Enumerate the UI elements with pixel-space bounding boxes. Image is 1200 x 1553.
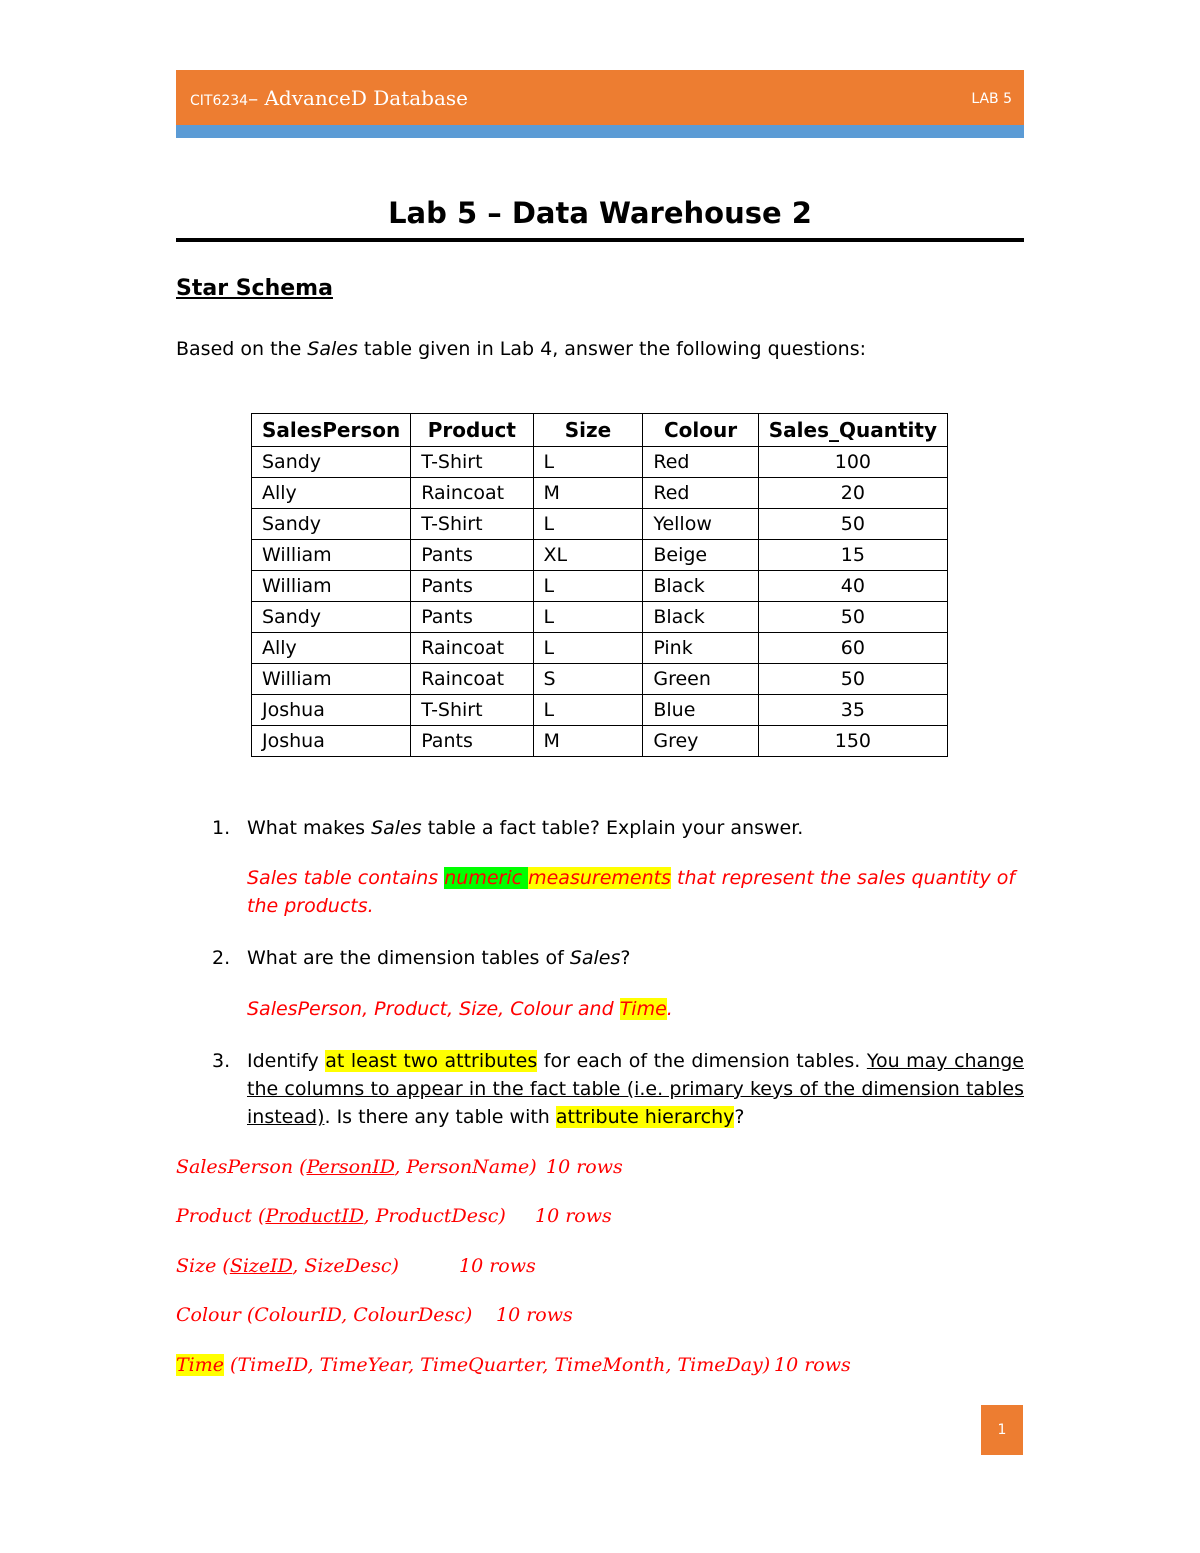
table-cell: Ally [252, 478, 411, 509]
table-row [252, 602, 948, 633]
table-cell: 15 [758, 540, 947, 571]
table-row [252, 633, 948, 664]
table-cell: 50 [758, 602, 947, 633]
table-cell: Red [643, 478, 758, 509]
table-row [252, 509, 948, 540]
table-cell: 100 [758, 447, 947, 478]
table-row [252, 540, 948, 571]
answer-2 [247, 995, 1024, 1023]
schema-rows: 10 rows [546, 1156, 623, 1178]
schema-name: Time [176, 1354, 225, 1376]
schema-rows: 10 rows [459, 1255, 536, 1277]
table-cell: L [533, 602, 643, 633]
table-cell: 50 [758, 509, 947, 540]
table-row [252, 664, 948, 695]
section-heading: Star Schema [176, 276, 333, 301]
table-cell: Sandy [252, 509, 411, 540]
schema-name: Size [176, 1255, 217, 1277]
sales-table [251, 413, 948, 757]
schema-name: Product [176, 1205, 252, 1227]
page-number: 1 [981, 1405, 1023, 1455]
table-row [252, 726, 948, 757]
table-cell: XL [533, 540, 643, 571]
table-row [252, 478, 948, 509]
answer-highlight-green: numeric [444, 867, 529, 889]
table-cell: T-Shirt [411, 509, 533, 540]
table-cell: Raincoat [411, 478, 533, 509]
schema-key: ProductID [265, 1205, 364, 1227]
question-number: 1. [212, 817, 231, 839]
table-cell: Pants [411, 571, 533, 602]
table-cell: Ally [252, 633, 411, 664]
answer-text: SalesPerson, Product, Size, Colour and [247, 998, 620, 1020]
schema-rows: 10 rows [535, 1205, 612, 1227]
question-underlined: You may change the columns to appear in the fact table (i.e. primary keys of the dimension tables instead) [247, 1050, 1024, 1128]
table-cell: Beige [643, 540, 758, 571]
question-text: . Is there any table with [324, 1106, 556, 1128]
table-cell: William [252, 540, 411, 571]
table-row [252, 571, 948, 602]
intro-after: table given in Lab 4, answer the following questions: [357, 338, 867, 360]
table-cell: 20 [758, 478, 947, 509]
column-header: Colour [643, 414, 758, 447]
schema-size: Size (SizeID, SizeDesc) 10 rows [176, 1255, 536, 1277]
schema-name: Colour [176, 1304, 241, 1326]
table-cell: Sandy [252, 447, 411, 478]
question-highlight: attribute hierarchy [555, 1106, 735, 1128]
column-header: SalesPerson [252, 414, 411, 447]
intro-before: Based on the [176, 338, 308, 360]
table-cell: William [252, 664, 411, 695]
table-cell: L [533, 447, 643, 478]
schema-rows: 10 rows [774, 1354, 851, 1376]
question-3 [212, 1047, 1024, 1131]
answer-highlight-yellow: measurements [528, 867, 671, 889]
schema-attrs: TimeID, TimeYear, TimeQuarter, TimeMonth, TimeDay) [237, 1354, 771, 1376]
schema-attrs: , PersonName) [394, 1156, 537, 1178]
schema-attrs: ColourID, ColourDesc) [254, 1304, 473, 1326]
question-emph: Sales [371, 817, 422, 839]
header-course [190, 86, 468, 110]
question-1 [212, 814, 1024, 842]
schema-attrs: , SizeDesc) [292, 1255, 399, 1277]
schema-time: Time (TimeID, TimeYear, TimeQuarter, TimeMonth, TimeDay) 10 rows [176, 1354, 851, 1376]
schema-attrs: , ProductDesc) [363, 1205, 506, 1227]
table-cell: Grey [643, 726, 758, 757]
schema-salesperson: SalesPerson (PersonID, PersonName) 10 rows [176, 1156, 623, 1178]
schema-key: SizeID [229, 1255, 293, 1277]
page-title: Lab 5 – Data Warehouse 2 [388, 196, 812, 230]
table-cell: Blue [643, 695, 758, 726]
answer-text: Sales table contains [247, 867, 445, 889]
table-cell: M [533, 726, 643, 757]
question-text: table a fact table? Explain your answer. [421, 817, 804, 839]
table-row [252, 447, 948, 478]
table-cell: L [533, 695, 643, 726]
table-cell: T-Shirt [411, 447, 533, 478]
schema-name: SalesPerson [176, 1156, 294, 1178]
table-cell: Joshua [252, 695, 411, 726]
intro-emph: Sales [307, 338, 358, 360]
table-cell: 40 [758, 571, 947, 602]
schema-product: Product (ProductID, ProductDesc) 10 rows [176, 1205, 612, 1227]
answer-text: that represent the sales quantity of the products. [247, 867, 1016, 917]
table-cell: Green [643, 664, 758, 695]
question-number: 3. [212, 1050, 231, 1072]
table-cell: S [533, 664, 643, 695]
table-cell: Sandy [252, 602, 411, 633]
question-text: Identify [247, 1050, 326, 1072]
table-cell: L [533, 571, 643, 602]
table-cell: Black [643, 602, 758, 633]
table-row [252, 695, 948, 726]
question-text: for each of the dimension tables. [537, 1050, 867, 1072]
question-text: What are the dimension tables of [247, 947, 570, 969]
column-header: Sales_Quantity [758, 414, 947, 447]
question-highlight: at least two attributes [325, 1050, 538, 1072]
lab-label: LAB 5 [971, 91, 1012, 107]
question-emph: Sales [569, 947, 621, 969]
answer-1 [247, 864, 1024, 920]
table-cell: 35 [758, 695, 947, 726]
table-cell: Joshua [252, 726, 411, 757]
course-name: – AdvanceD Database [248, 86, 468, 110]
table-cell: William [252, 571, 411, 602]
intro-text [176, 338, 866, 360]
header-stripe [176, 125, 1024, 138]
table-cell: L [533, 509, 643, 540]
schema-key: PersonID [306, 1156, 395, 1178]
question-text: ? [620, 947, 631, 969]
table-cell: 60 [758, 633, 947, 664]
question-2 [212, 944, 1024, 972]
schema-rows: 10 rows [496, 1304, 573, 1326]
table-header-row [252, 414, 948, 447]
table-cell: Raincoat [411, 633, 533, 664]
table-cell: Yellow [643, 509, 758, 540]
table-cell: 50 [758, 664, 947, 695]
schema-colour: Colour (ColourID, ColourDesc) 10 rows [176, 1304, 573, 1326]
question-number: 2. [212, 947, 231, 969]
table-cell: Black [643, 571, 758, 602]
title-divider [176, 238, 1024, 242]
table-cell: Pants [411, 602, 533, 633]
table-cell: Pants [411, 726, 533, 757]
table-cell: Raincoat [411, 664, 533, 695]
table-cell: 150 [758, 726, 947, 757]
question-text: What makes [247, 817, 372, 839]
column-header: Size [533, 414, 643, 447]
table-cell: L [533, 633, 643, 664]
table-cell: T-Shirt [411, 695, 533, 726]
answer-highlight-yellow: Time [619, 998, 667, 1020]
table-cell: Red [643, 447, 758, 478]
table-cell: M [533, 478, 643, 509]
column-header: Product [411, 414, 533, 447]
table-cell: Pants [411, 540, 533, 571]
table-cell: Pink [643, 633, 758, 664]
answer-text: . [666, 998, 673, 1020]
question-text: ? [734, 1106, 745, 1128]
course-code: CIT6234 [190, 93, 249, 109]
